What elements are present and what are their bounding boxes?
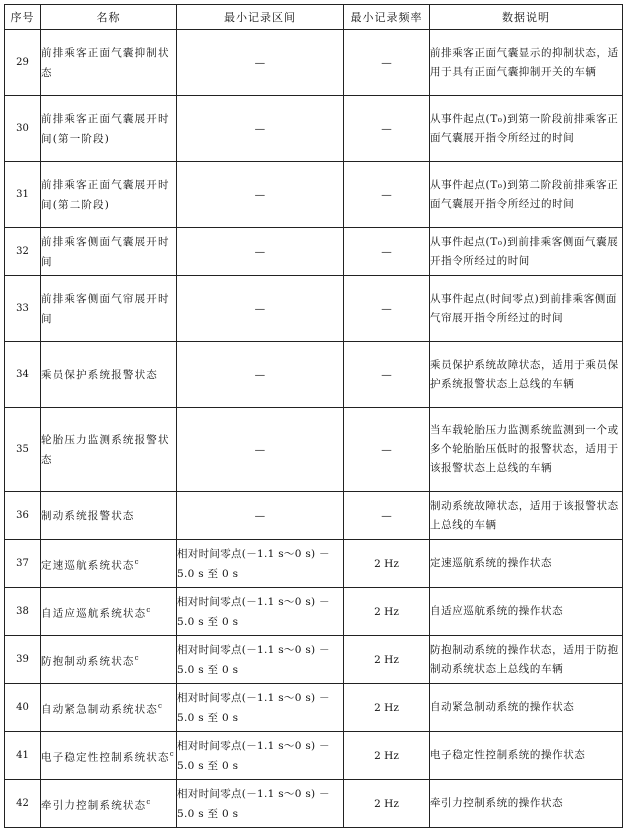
row-name-text: 自适应巡航系统状态	[41, 607, 147, 620]
row-name-text: 前排乘客正面气囊展开时间(第二阶段)	[41, 178, 170, 211]
row-description: 当车载轮胎压力监测系统监测到一个或多个轮胎胎压低时的报警状态，适用于该报警状态上总线的车辆	[430, 408, 623, 492]
row-interval: 相对时间零点(－1.1 s～0 s) －5.0 s 至 0 s	[177, 684, 344, 732]
row-name	[41, 540, 177, 588]
row-interval: 相对时间零点(－1.1 s～0 s) －5.0 s 至 0 s	[177, 588, 344, 636]
row-description: 制动系统故障状态，适用于该报警状态上总线的车辆	[430, 492, 623, 540]
row-name	[41, 732, 177, 780]
row-description: 前排乘客正面气囊显示的抑制状态，适用于具有正面气囊抑制开关的车辆	[430, 30, 623, 96]
row-frequency: 2 Hz	[344, 636, 430, 684]
row-frequency: —	[344, 162, 430, 228]
table-row	[5, 342, 623, 408]
row-number: 30	[5, 96, 41, 162]
row-number: 42	[5, 780, 41, 828]
table-row	[5, 780, 623, 828]
row-interval: 相对时间零点(－1.1 s～0 s) －5.0 s 至 0 s	[177, 636, 344, 684]
footnote-marker: c	[146, 797, 152, 806]
table-row	[5, 636, 623, 684]
row-interval: 相对时间零点(－1.1 s～0 s) －5.0 s 至 0 s	[177, 540, 344, 588]
table-row	[5, 30, 623, 96]
row-number: 29	[5, 30, 41, 96]
row-name-text: 乘员保护系统报警状态	[41, 368, 158, 381]
row-name	[41, 162, 177, 228]
row-interval: —	[177, 162, 344, 228]
header-min-interval: 最小记录区间	[177, 5, 344, 30]
row-name-text: 电子稳定性控制系统状态	[41, 751, 170, 764]
row-number: 35	[5, 408, 41, 492]
row-number: 40	[5, 684, 41, 732]
footnote-marker: c	[134, 653, 140, 662]
row-number: 37	[5, 540, 41, 588]
row-name-text: 前排乘客正面气囊抑制状态	[41, 46, 170, 79]
row-frequency: —	[344, 342, 430, 408]
row-name	[41, 408, 177, 492]
row-interval: —	[177, 276, 344, 342]
row-description: 从事件起点(T₀)到第一阶段前排乘客正面气囊展开指令所经过的时间	[430, 96, 623, 162]
row-frequency: 2 Hz	[344, 732, 430, 780]
table-row	[5, 732, 623, 780]
row-frequency: —	[344, 408, 430, 492]
header-min-frequency: 最小记录频率	[344, 5, 430, 30]
row-description: 自动紧急制动系统的操作状态	[430, 684, 623, 732]
table-header-row	[5, 5, 623, 30]
row-frequency: —	[344, 96, 430, 162]
row-name	[41, 96, 177, 162]
row-name	[41, 228, 177, 276]
row-name-text: 前排乘客侧面气帘展开时间	[41, 292, 170, 325]
data-spec-table	[4, 4, 623, 828]
row-description: 电子稳定性控制系统的操作状态	[430, 732, 623, 780]
row-name	[41, 780, 177, 828]
table-row	[5, 96, 623, 162]
row-number: 34	[5, 342, 41, 408]
table-row	[5, 540, 623, 588]
footnote-marker: c	[146, 605, 152, 614]
row-number: 41	[5, 732, 41, 780]
row-name-text: 制动系统报警状态	[41, 509, 135, 522]
row-name-text: 轮胎压力监测系统报警状态	[41, 433, 170, 466]
row-interval: —	[177, 228, 344, 276]
row-name-text: 前排乘客侧面气囊展开时间	[41, 235, 170, 268]
row-frequency: —	[344, 30, 430, 96]
row-description: 乘员保护系统故障状态，适用于乘员保护系统报警状态上总线的车辆	[430, 342, 623, 408]
row-name	[41, 684, 177, 732]
row-name-text: 自动紧急制动系统状态	[41, 703, 158, 716]
header-description: 数据说明	[430, 5, 623, 30]
row-name-text: 定速巡航系统状态	[41, 559, 135, 572]
row-name-text: 防抱制动系统状态	[41, 655, 135, 668]
table-row	[5, 276, 623, 342]
row-name	[41, 342, 177, 408]
row-frequency: —	[344, 492, 430, 540]
row-number: 32	[5, 228, 41, 276]
row-name	[41, 492, 177, 540]
header-number: 序号	[5, 5, 41, 30]
row-name-text: 前排乘客正面气囊展开时间(第一阶段)	[41, 112, 170, 145]
row-interval: 相对时间零点(－1.1 s～0 s) －5.0 s 至 0 s	[177, 780, 344, 828]
row-frequency: 2 Hz	[344, 780, 430, 828]
table-row	[5, 162, 623, 228]
row-frequency: —	[344, 276, 430, 342]
row-interval: —	[177, 492, 344, 540]
table-row	[5, 492, 623, 540]
table-row	[5, 408, 623, 492]
row-interval: —	[177, 30, 344, 96]
row-description: 牵引力控制系统的操作状态	[430, 780, 623, 828]
row-name-text: 牵引力控制系统状态	[41, 799, 147, 812]
row-interval: —	[177, 96, 344, 162]
row-name	[41, 636, 177, 684]
row-interval: —	[177, 342, 344, 408]
row-frequency: 2 Hz	[344, 684, 430, 732]
row-frequency: 2 Hz	[344, 588, 430, 636]
footnote-marker: c	[134, 557, 140, 566]
row-number: 39	[5, 636, 41, 684]
row-interval: —	[177, 408, 344, 492]
row-number: 33	[5, 276, 41, 342]
table-row	[5, 588, 623, 636]
header-name: 名称	[41, 5, 177, 30]
row-name	[41, 276, 177, 342]
row-interval: 相对时间零点(－1.1 s～0 s) －5.0 s 至 0 s	[177, 732, 344, 780]
row-description: 从事件起点(时间零点)到前排乘客侧面气帘展开指令所经过的时间	[430, 276, 623, 342]
row-name	[41, 30, 177, 96]
footnote-marker: c	[158, 701, 164, 710]
row-number: 38	[5, 588, 41, 636]
row-number: 36	[5, 492, 41, 540]
row-number: 31	[5, 162, 41, 228]
row-name	[41, 588, 177, 636]
row-description: 定速巡航系统的操作状态	[430, 540, 623, 588]
table-row	[5, 684, 623, 732]
row-frequency: 2 Hz	[344, 540, 430, 588]
row-description: 防抱制动系统的操作状态，适用于防抱制动系统状态上总线的车辆	[430, 636, 623, 684]
row-description: 从事件起点(T₀)到第二阶段前排乘客正面气囊展开指令所经过的时间	[430, 162, 623, 228]
row-description: 自适应巡航系统的操作状态	[430, 588, 623, 636]
row-frequency: —	[344, 228, 430, 276]
footnote-marker: c	[169, 749, 175, 758]
row-description: 从事件起点(T₀)到前排乘客侧面气囊展开指令所经过的时间	[430, 228, 623, 276]
table-row	[5, 228, 623, 276]
